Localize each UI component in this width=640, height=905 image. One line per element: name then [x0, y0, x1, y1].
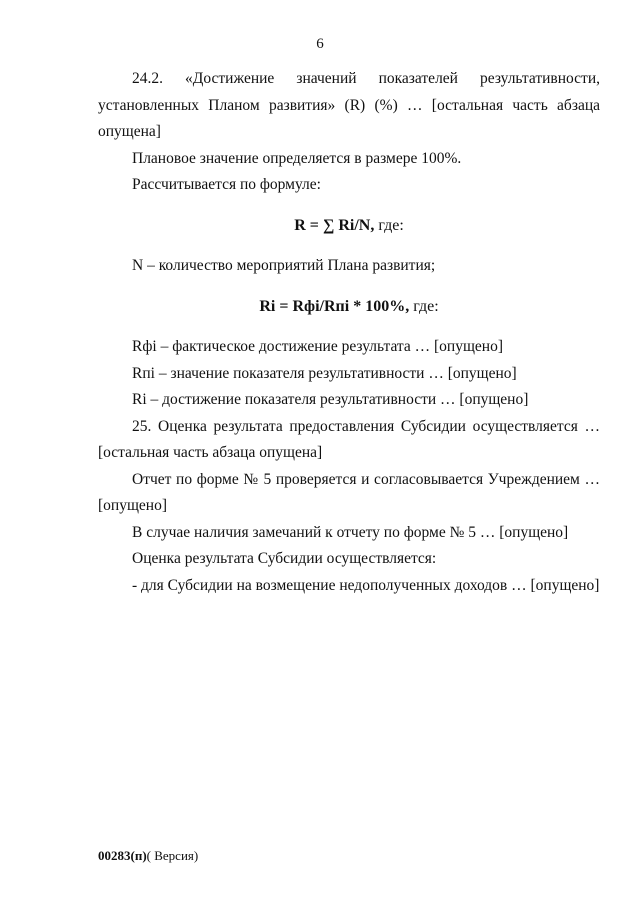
- paragraph: Плановое значение определяется в размере 100%.: [132, 149, 462, 167]
- paragraphs-before: [98, 66, 600, 199]
- definitions: [98, 334, 600, 414]
- formula-ri-expr: Ri = Rфi/Rпi * 100%,: [259, 297, 410, 315]
- definition-rfi: Rфi – фактическое достижение результата … [опущено]: [132, 338, 503, 355]
- definition-rpi: Rпi – значение показателя результативности … [опущено]: [132, 364, 517, 382]
- document-body: [98, 66, 600, 599]
- paragraph: 25. Оценка результата предоставления Субсидии осуществляется … [остальная часть абзаца опущена]: [98, 417, 600, 461]
- paragraph: Отчет по форме № 5 проверяется и согласовывается Учреждением … [опущено]: [98, 470, 600, 514]
- definition-ri: Ri – достижение показателя результативности … [опущено]: [132, 391, 529, 408]
- formula-ri-where: где:: [409, 297, 439, 315]
- paragraph: Оценка результата Субсидии осуществляется:: [132, 550, 437, 567]
- page-number: 6: [316, 36, 324, 52]
- formula-r: [98, 213, 600, 240]
- footer: [98, 848, 198, 864]
- paragraph: N – количество мероприятий Плана развития;: [132, 257, 436, 274]
- doc-version: ( Версия): [146, 848, 199, 863]
- paragraph: Рассчитывается по формуле:: [132, 176, 321, 193]
- paragraphs-after: [98, 414, 600, 600]
- paragraph: В случае наличия замечаний к отчету по форме № 5 … [опущено]: [132, 523, 569, 541]
- formula-ri: [98, 294, 600, 321]
- paragraph: - для Субсидии на возмещение недополученных доходов … [опущено]: [132, 576, 600, 594]
- formula-r-where: где:: [374, 216, 404, 234]
- formula-r-expr: R = ∑ Ri/N,: [294, 216, 375, 234]
- paragraph: 24.2. «Достижение значений показателей результативности, установленных Планом развития» (R) (%) … [остальная часть абзаца опущена]: [98, 70, 600, 140]
- doc-code: 00283(п): [98, 848, 147, 863]
